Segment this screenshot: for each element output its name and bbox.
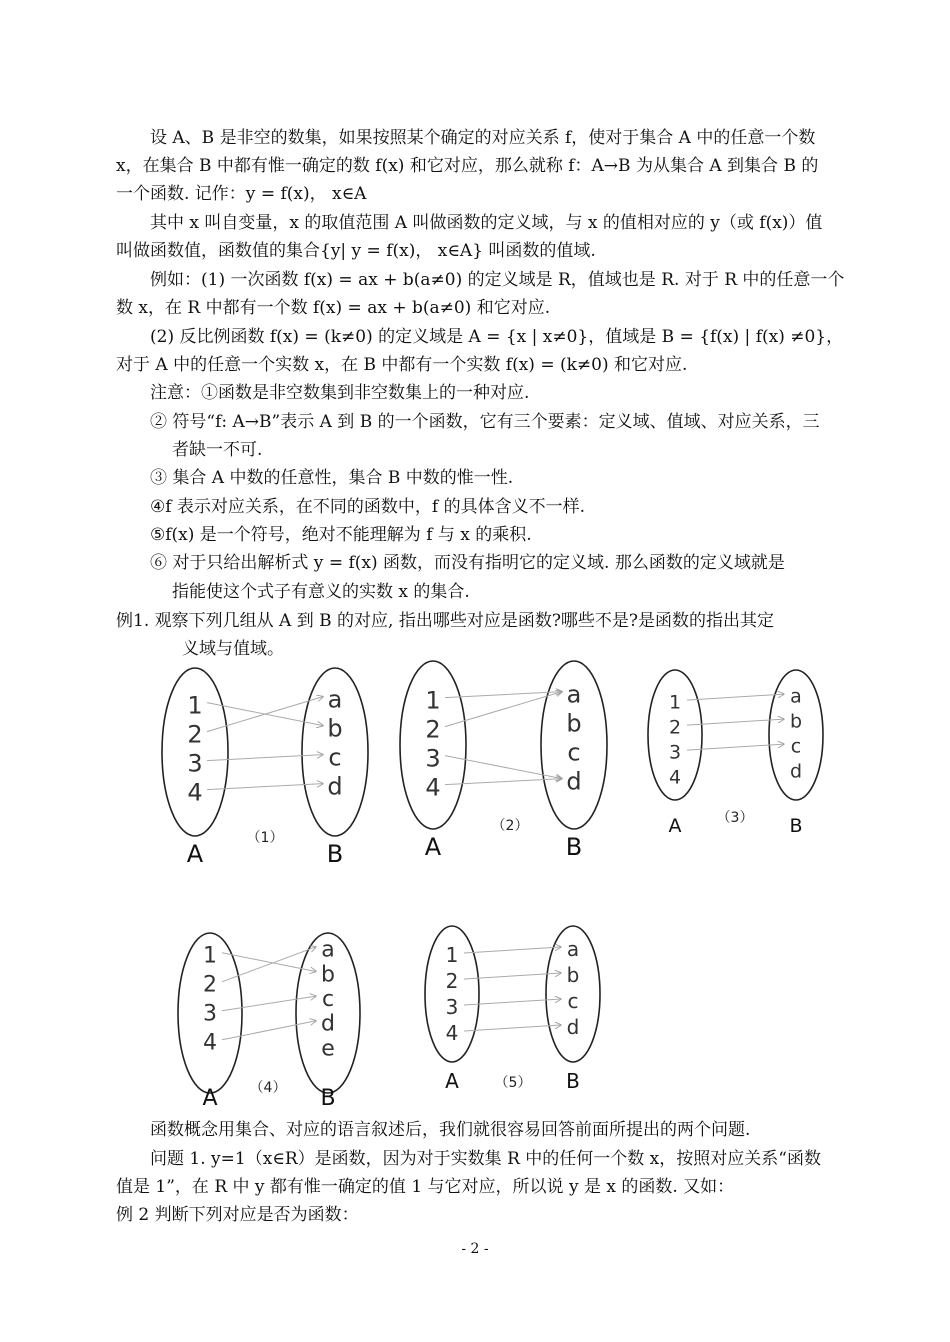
set-a-element: 2 [668, 716, 682, 739]
note-intro: 注意：①函数是非空数集到非空数集上的一种对应. [150, 383, 530, 403]
set-a-label: A [445, 1069, 459, 1093]
set-b-label: B [566, 1069, 580, 1093]
set-b-element: d [566, 767, 582, 796]
mapping-diagram-2 [400, 661, 607, 861]
set-a-element: 1 [203, 943, 217, 969]
set-a-element: 4 [668, 766, 682, 789]
set-a-element: 1 [187, 691, 203, 720]
example-1-line-1: 例1. 观察下列几组从 A 到 B 的对应, 指出哪些对应是函数?哪些不是?是函数的指出其定 [116, 611, 775, 631]
mapping-arrow [445, 756, 562, 779]
set-b-element: b [789, 710, 803, 733]
set-b-element: d [327, 772, 343, 801]
set-a-element: 3 [187, 749, 203, 778]
example-1-line-2: 义域与值域。 [182, 639, 284, 659]
note-6-line-2: 指能使这个式子有意义的实数 x 的集合. [172, 582, 470, 602]
set-a-element: 4 [445, 1021, 459, 1045]
diagram-caption: （5） [494, 1075, 532, 1091]
definition-line-2: x，在集合 B 中都有惟一确定的数 f(x) 和它对应，那么就称 f：A→B 为从集合 A 到集合 B 的 [116, 156, 819, 176]
example-inverse-line-1: (2) 反比例函数 f(x) = (k≠0) 的定义域是 A = {x | x≠0}，值域是 B = {f(x) | f(x) ≠0}， [150, 327, 844, 347]
set-a-element: 4 [425, 773, 441, 802]
diagram-caption: （2） [491, 818, 529, 834]
set-b-label: B [565, 833, 583, 861]
mapping-diagram-4 [178, 933, 360, 1111]
set-a-label: A [202, 1086, 218, 1111]
set-b-element: c [321, 987, 335, 1012]
set-a-element: 1 [425, 686, 441, 715]
note-2-line-2: 者缺一不可. [172, 440, 263, 460]
mapping-arrow [222, 1021, 316, 1040]
domain-line-2: 叫做函数值，函数值的集合{y| y = f(x)， x∈A} 叫函数的值域. [116, 241, 596, 261]
set-b-element: d [321, 1011, 335, 1037]
set-a-label: A [186, 840, 204, 868]
mapping-diagram-1 [162, 668, 368, 868]
domain-line-1: 其中 x 叫自变量，x 的取值范围 A 叫做函数的定义域，与 x 的值相对应的 y（或 f(x)）值 [150, 213, 823, 233]
set-b-element: b [566, 963, 580, 987]
set-b-element: a [790, 685, 802, 708]
set-b-element: d [789, 760, 803, 783]
set-b-element: a [566, 680, 582, 709]
set-b-element: b [327, 714, 343, 743]
page-number: - 2 - [461, 1241, 489, 1257]
diagram-caption: （3） [716, 810, 754, 826]
set-b-element: c [567, 989, 579, 1013]
mapping-arrow [207, 755, 323, 761]
diagram-caption: （4） [249, 1080, 287, 1096]
mapping-diagram-3 [648, 670, 823, 837]
set-a-element: 2 [425, 715, 441, 744]
set-a-element: 2 [187, 720, 203, 749]
set-a-element: 1 [668, 691, 682, 714]
set-b-label: B [326, 840, 344, 868]
set-a-element: 3 [668, 741, 682, 764]
mapping-arrow [464, 947, 561, 953]
mapping-arrow [464, 1025, 561, 1031]
set-a-element: 3 [203, 1001, 217, 1027]
set-b-element: a [566, 937, 580, 961]
set-a-element: 4 [203, 1030, 217, 1056]
set-a-element: 4 [187, 778, 203, 807]
set-a-label: A [424, 833, 442, 861]
set-b-element: a [327, 685, 343, 714]
note-5: ⑤f(x) 是一个符号，绝对不能理解为 f 与 x 的乘积. [150, 525, 532, 545]
mapping-arrow [222, 996, 316, 1011]
set-a-element: 3 [425, 744, 441, 773]
set-a-label: A [668, 815, 682, 837]
set-a-element: 2 [203, 972, 217, 998]
set-b-element: b [566, 709, 582, 738]
diagram-caption: （1） [246, 830, 284, 846]
set-b-element: b [321, 962, 335, 988]
example-2-line: 例 2 判断下列对应是否为函数： [116, 1205, 359, 1225]
set-b-element: e [321, 1036, 335, 1062]
set-b-element: c [328, 743, 342, 772]
after-line-1: 函数概念用集合、对应的语言叙述后，我们就很容易回答前面所提出的两个问题. [150, 1120, 751, 1140]
note-2-line-1: ② 符号“f: A→B”表示 A 到 B 的一个函数，它有三个要素：定义域、值域、对应关系，三 [150, 412, 820, 432]
example-linear-line-1: 例如：(1) 一次函数 f(x) = ax + b(a≠0) 的定义域是 R，值域也是 R. 对于 R 中的任意一个 [150, 270, 845, 290]
after-line-3: 值是 1”，在 R 中 y 都有惟一确定的值 1 与它对应，所以说 y 是 x 的函数. 又如： [116, 1177, 735, 1197]
set-a-element: 2 [445, 969, 459, 993]
set-b-element: d [566, 1015, 580, 1039]
example-inverse-line-2: 对于 A 中的任意一个实数 x，在 B 中都有一个实数 f(x) = (k≠0) 和它对应. [116, 355, 688, 375]
mapping-arrow [687, 694, 784, 700]
after-line-2: 问题 1. y=1（x∈R）是函数，因为对于实数集 R 中的任何一个数 x，按照对应关系“函数 [150, 1149, 821, 1169]
definition-line-3: 一个函数. 记作：y = f(x)， x∈A [116, 184, 367, 204]
note-4: ④f 表示对应关系，在不同的函数中，f 的具体含义不一样. [150, 497, 586, 517]
set-b-label: B [320, 1086, 336, 1111]
example-linear-line-2: 数 x，在 R 中都有一个数 f(x) = ax + b(a≠0) 和它对应. [116, 298, 551, 318]
set-b-label: B [789, 815, 803, 837]
mapping-diagram-5 [425, 926, 600, 1093]
set-a-element: 1 [445, 943, 459, 967]
note-6-line-1: ⑥ 对于只给出解析式 y = f(x) 函数，而没有指明它的定义域. 那么函数的定义域就是 [150, 553, 785, 573]
set-a-element: 3 [445, 995, 459, 1019]
note-3: ③ 集合 A 中数的任意性，集合 B 中数的惟一性. [150, 468, 514, 488]
set-b-element: c [567, 738, 581, 767]
definition-line-1: 设 A、B 是非空的数集，如果按照某个确定的对应关系 f，使对于集合 A 中的任意一个数 [150, 128, 816, 148]
set-b-element: c [790, 735, 802, 758]
set-b-element: a [321, 937, 335, 963]
